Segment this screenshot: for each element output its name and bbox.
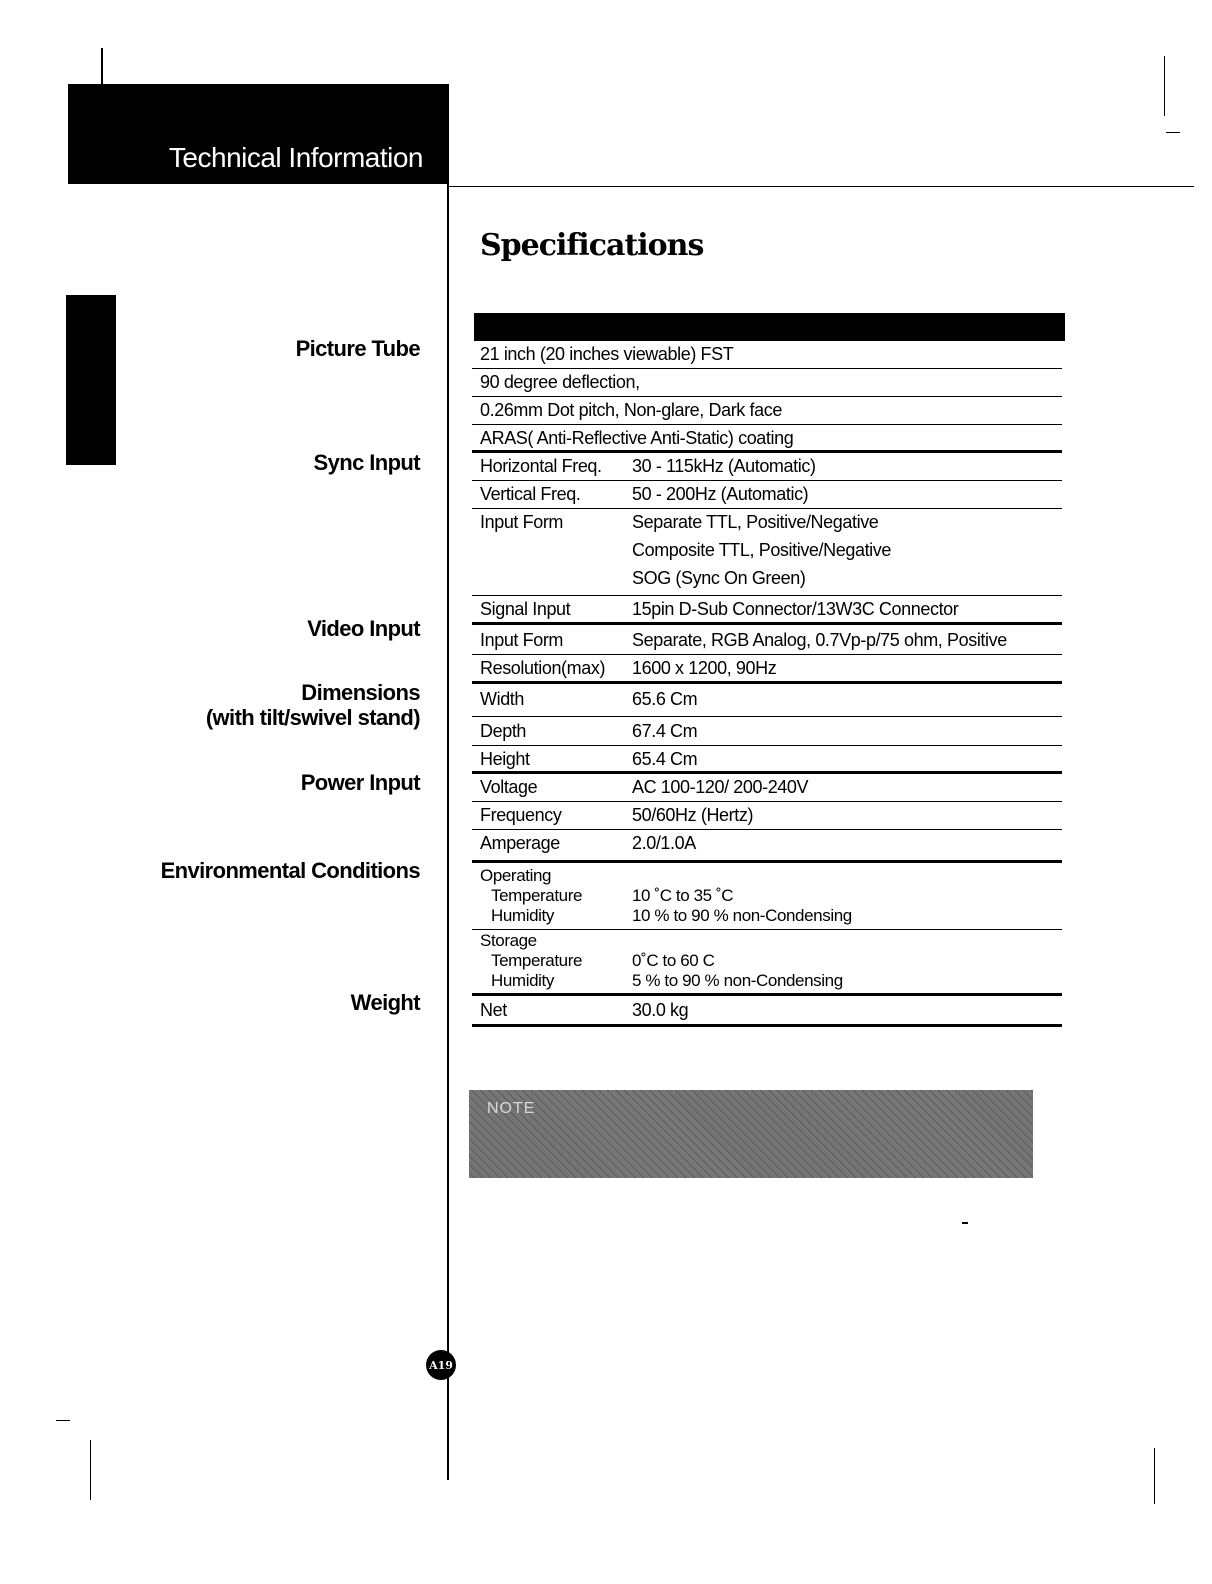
section-label-sync-input: Sync Input <box>313 450 420 475</box>
spec-label: Frequency <box>480 805 562 825</box>
spec-value: 2.0/1.0A <box>632 833 696 853</box>
spec-value: Separate, RGB Analog, 0.7Vp-p/75 ohm, Positive <box>632 630 1007 650</box>
spec-value: 10 ˚C to 35 ˚C <box>632 886 734 905</box>
stray-mark <box>962 1222 968 1224</box>
spec-label: Humidity <box>491 971 554 990</box>
table-row <box>472 830 1062 863</box>
crop-mark-bottom-left <box>90 1440 91 1500</box>
picture-tube-line: 21 inch (20 inches viewable) FST <box>480 344 734 364</box>
table-row <box>472 481 1062 509</box>
section-label-video-input: Video Input <box>307 616 420 641</box>
spec-label: Signal Input <box>480 599 571 619</box>
header-title: Technical Information <box>168 142 423 173</box>
crop-mark-top-right <box>1164 56 1165 116</box>
table-row <box>472 774 1062 802</box>
spec-value: 30 - 115kHz (Automatic) <box>632 456 816 476</box>
spec-value: 1600 x 1200, 90Hz <box>632 658 777 678</box>
table-row <box>472 746 1062 774</box>
spec-label: Operating <box>480 866 552 885</box>
spec-value: Separate TTL, Positive/Negative <box>632 512 879 532</box>
crop-mark-bottom-left-dash <box>56 1420 70 1421</box>
crop-mark-top-left <box>101 48 103 86</box>
spec-value: 65.6 Cm <box>632 689 698 709</box>
table-row <box>472 718 1062 746</box>
spec-label: Height <box>480 749 530 769</box>
picture-tube-line: 90 degree deflection, <box>480 372 640 392</box>
spec-label: Net <box>480 1000 507 1020</box>
table-row <box>472 802 1062 830</box>
spec-label: Input Form <box>480 512 564 532</box>
spec-label: Voltage <box>480 777 538 797</box>
crop-mark-bottom-right <box>1154 1448 1155 1504</box>
page-title: Specifications <box>480 228 704 263</box>
table-row <box>472 453 1062 481</box>
side-tab-marker <box>66 295 116 465</box>
table-row <box>472 397 1062 425</box>
spec-value: SOG (Sync On Green) <box>632 568 806 588</box>
spec-value: 15pin D-Sub Connector/13W3C Connector <box>632 599 959 619</box>
picture-tube-line: 0.26mm Dot pitch, Non-glare, Dark face <box>480 400 782 420</box>
spec-label: Vertical Freq. <box>480 484 581 504</box>
table-row <box>472 509 1062 596</box>
section-label-environmental: Environmental Conditions <box>160 858 420 883</box>
spec-table-header-bar <box>474 313 1065 341</box>
table-row <box>472 866 1062 930</box>
spec-value: Composite TTL, Positive/Negative <box>632 540 891 560</box>
header-band <box>68 84 449 184</box>
section-label-dimensions-sub: (with tilt/swivel stand) <box>205 705 420 730</box>
table-row <box>472 931 1062 996</box>
table-row <box>472 686 1062 717</box>
note-title: NOTE <box>487 1100 536 1117</box>
spec-value: 30.0 kg <box>632 1000 689 1020</box>
spec-value: 10 % to 90 % non-Condensing <box>632 906 852 925</box>
spec-value: 0˚C to 60 C <box>632 951 715 970</box>
spec-label: Amperage <box>480 833 560 853</box>
crop-mark-right-dash <box>1166 132 1180 133</box>
spec-value: 50/60Hz (Hertz) <box>632 805 754 825</box>
table-row <box>472 627 1062 655</box>
note-box <box>469 1090 1033 1178</box>
table-row <box>472 655 1062 684</box>
spec-value: 5 % to 90 % non-Condensing <box>632 971 843 990</box>
column-divider <box>447 84 449 1480</box>
spec-label: Horizontal Freq. <box>480 456 602 476</box>
spec-label: Resolution(max) <box>480 658 606 678</box>
section-label-dimensions <box>206 680 420 730</box>
table-row <box>472 341 1062 369</box>
spec-label: Humidity <box>491 906 554 925</box>
spec-value: 50 - 200Hz (Automatic) <box>632 484 809 504</box>
picture-tube-line: ARAS( Anti-Reflective Anti-Static) coating <box>480 428 794 448</box>
spec-value: 65.4 Cm <box>632 749 698 769</box>
spec-label: Input Form <box>480 630 564 650</box>
table-row <box>472 369 1062 397</box>
section-label-power-input: Power Input <box>300 770 420 795</box>
table-row <box>472 596 1062 625</box>
table-row <box>472 425 1062 453</box>
spec-label: Temperature <box>491 951 583 970</box>
section-label-weight: Weight <box>350 990 420 1015</box>
section-label-dimensions-title: Dimensions <box>301 680 420 705</box>
section-label-picture-tube: Picture Tube <box>295 336 420 361</box>
spec-value: 67.4 Cm <box>632 721 698 741</box>
spec-label: Temperature <box>491 886 583 905</box>
spec-label: Width <box>480 689 525 709</box>
page-number-badge: A19 <box>426 1350 456 1380</box>
header-rule <box>449 186 1194 187</box>
spec-value: AC 100-120/ 200-240V <box>632 777 809 797</box>
table-row <box>472 997 1062 1027</box>
spec-label: Storage <box>480 931 537 950</box>
spec-label: Depth <box>480 721 527 741</box>
